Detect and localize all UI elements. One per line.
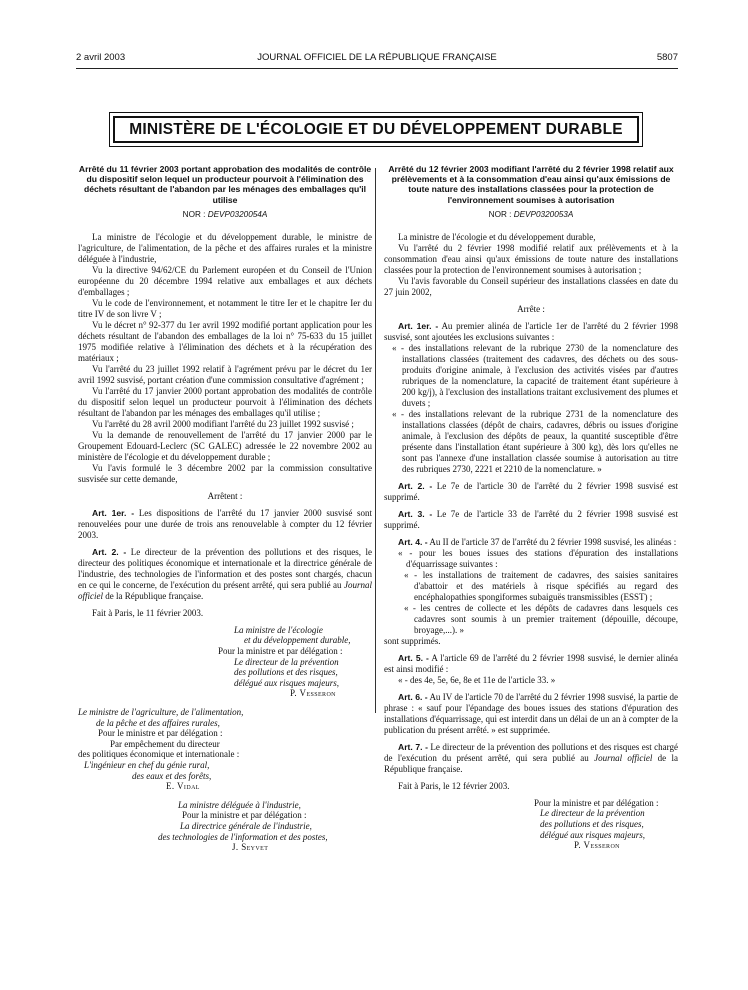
left-nor-code: DEVP0320054A xyxy=(207,209,268,219)
header-date: 2 avril 2003 xyxy=(76,52,126,63)
left-preamble-3: Vu le décret n° 92-377 du 1er avril 1992 modifié portant application pour les déchets résultant de l'abandon des emballages de la loi n° 75-633 du 15 juillet 1975 modifiée relative à l'élimination des déchets et à la récupération des matériaux ; xyxy=(78,319,372,363)
right-art4-item: « - pour les boues issues des stations d'épuration des installations d'équarrissage suivantes : xyxy=(398,547,678,569)
sig3-line-3: des technologies de l'information et des postes, xyxy=(158,831,328,842)
right-art2-label: Art. 2. - xyxy=(398,480,433,491)
left-preamble-4: Vu l'arrêté du 23 juillet 1992 relatif à l'agrément prévu par le décret du 1er avril 1992 susvisé, portant création d'une commission consultative d'agrément ; xyxy=(78,363,372,385)
right-art3-label: Art. 3. - xyxy=(398,508,433,519)
left-art2-text-italic: Journal officiel xyxy=(78,579,372,601)
page-header xyxy=(76,52,678,66)
sig2-line-4: des politiques économique et internationale : xyxy=(78,749,240,760)
left-nor-label: NOR : xyxy=(182,209,206,219)
left-nor-line xyxy=(78,209,372,220)
right-signature xyxy=(384,798,678,851)
sig3-name: J. Seyvet xyxy=(232,842,269,853)
left-article-1 xyxy=(78,508,372,541)
sig2-line-0: Le ministre de l'agriculture, de l'alimentation, xyxy=(78,706,244,717)
left-signature-1 xyxy=(78,625,372,699)
right-art5-quote: « - des 4e, 5e, 6e, 8e et 11e de l'article 33. » xyxy=(398,674,556,685)
sig3-line-2: La directrice générale de l'industrie, xyxy=(180,820,312,831)
left-preamble-7: Vu la demande de renouvellement de l'arrêté du 17 janvier 2000 par le Groupement Edouard-Leclerc (SC GALEC) adressée le 22 novembre 2002 au ministère de l'écologie et du développement durable ; xyxy=(78,429,372,462)
left-arretent: Arrêtent : xyxy=(207,490,243,501)
sig1-line-5: délégué aux risques majeurs, xyxy=(234,677,339,688)
right-article-2 xyxy=(384,481,678,503)
sig1-line-0: La ministre de l'écologie xyxy=(234,624,323,635)
right-article-5 xyxy=(384,653,678,675)
right-art2-text: Le 7e de l'article 30 de l'arrêté du 2 février 1998 susvisé est supprimé. xyxy=(384,480,679,502)
left-art1-label: Art. 1er. - xyxy=(92,507,135,518)
left-article-2 xyxy=(78,547,372,602)
right-sig-line-0: Pour la ministre et par délégation : xyxy=(534,797,659,808)
left-art2-label: Art. 2. - xyxy=(92,546,127,557)
column-divider xyxy=(375,168,376,713)
sig1-line-2: Pour la ministre et par délégation : xyxy=(218,646,343,656)
right-decree-title: Arrêté du 12 février 2003 modifiant l'arrêté du 2 février 1998 relatif aux prélèvements et à la consommation d'eau ainsi qu'aux émissions de toute nature des installations classées pour la protection de l'environnement soumises à autorisation xyxy=(388,164,674,205)
right-art7-text-italic: Journal officiel xyxy=(594,752,653,763)
right-article-4 xyxy=(384,537,678,548)
sig2-line-6: des eaux et des forêts, xyxy=(132,770,212,781)
sig1-name: P. Vesseron xyxy=(290,688,336,699)
left-preamble-8: Vu l'avis formulé le 3 décembre 2002 par la commission consultative susvisée sur cette demande, xyxy=(78,462,372,484)
sig1-line-1: et du développement durable, xyxy=(244,635,351,646)
right-article-1 xyxy=(384,321,678,343)
sig1-line-3: Le directeur de la prévention xyxy=(234,656,339,667)
sig3-line-1: Pour la ministre et par délégation : xyxy=(182,810,307,821)
sig2-name: E. Vidal xyxy=(166,781,200,792)
header-journal-title: JOURNAL OFFICIEL DE LA RÉPUBLIQUE FRANÇAISE xyxy=(257,52,497,63)
left-art1-text: Les dispositions de l'arrêté du 17 janvier 2000 susvisé sont renouvelées pour une durée de trois ans renouvelable à compter du 12 février 2003. xyxy=(78,507,373,540)
right-art4-label: Art. 4. - xyxy=(398,536,428,547)
header-page-number: 5807 xyxy=(656,52,678,63)
sig3-line-0: La ministre déléguée à l'industrie, xyxy=(178,799,301,810)
right-art6-text: Au IV de l'article 70 de l'arrêté du 2 février 1998 susvisé, la partie de phrase : « sauf pour l'épandage des boues issues des stations d'épuration des installations d'équarrissage, qui est interdit dans un délai de un an à compter de la publication du présent arrêté. » est supprimée. xyxy=(384,691,678,735)
left-decree-title: Arrêté du 11 février 2003 portant approbation des modalités de contrôle du dispositif selon lequel un producteur pourvoit à l'élimination des déchets résultant de l'abandon par les ménages des emballages qu'il utilise xyxy=(78,164,372,205)
right-nor-code: DEVP0320053A xyxy=(513,209,574,219)
right-article-7 xyxy=(384,742,678,775)
right-arrete: Arrête : xyxy=(517,303,545,314)
right-article-6 xyxy=(384,692,678,736)
right-art7-label: Art. 7. - xyxy=(398,741,428,752)
left-preamble-0: La ministre de l'écologie et du développement durable, le ministre de l'agriculture, de l'alimentation, de la pêche et des affaires rurales et la ministre déléguée à l'industrie, xyxy=(78,231,372,264)
sig2-line-3: Par empêchement du directeur xyxy=(110,738,220,749)
left-done-line: Fait à Paris, le 11 février 2003. xyxy=(92,607,204,618)
right-sig-line-2: des pollutions et des risques, xyxy=(540,819,644,829)
right-art6-label: Art. 6. - xyxy=(398,691,428,702)
right-done-line: Fait à Paris, le 12 février 2003. xyxy=(398,780,510,791)
left-column xyxy=(78,164,372,853)
right-nor-label: NOR : xyxy=(488,209,512,219)
left-preamble-5: Vu l'arrêté du 17 janvier 2000 portant approbation des modalités de contrôle du dispositif selon lequel un producteur pourvoit à l'élimination des déchets résultant de l'abandon par les ménages des emballages qu'il utilise ; xyxy=(78,385,372,418)
left-art2-text-a: Le directeur de la prévention des pollutions et des risques, le directeur des politiques économique et internationale et la directrice générale de l'industrie, des technologies de l'information et des postes sont chargés, chacun en ce qui le concerne, de l'exécution du présent arrêté, qui sera publié au xyxy=(78,546,373,590)
right-art5-label: Art. 5. - xyxy=(398,652,429,663)
right-preamble-1: Vu l'arrêté du 2 février 1998 modifié relatif aux prélèvements et à la consommation d'eau ainsi qu'aux émissions de toute nature des installations classées pour la protection de l'environnement soumises à autorisation ; xyxy=(384,242,678,275)
right-art7-text-a: Le directeur de la prévention des pollutions et des risques est chargé de l'exécution du présent arrêté, qui sera publié au xyxy=(384,741,678,763)
right-sig-name: P. Vesseron xyxy=(574,840,620,851)
right-preamble-0: La ministre de l'écologie et du développement durable, xyxy=(398,231,596,242)
header-rule xyxy=(76,68,678,69)
right-art1-item-1: « - des installations relevant de la rubrique 2731 de la nomenclature des installations classées (dépôt de chairs, cadavres, débris ou issues d'origine animale, à l'exclusion des dépôts de peaux, la quantité susceptible d'être présente dans l'installation étant supérieure à 300 kg), dès lors qu'elles ne sont pas l'annexe d'une installation classée soumise à autorisation au titre des rubriques 2730, 2221 et 2210 de la nomenclature. » xyxy=(392,408,678,474)
right-art1-text: Au premier alinéa de l'article 1er de l'arrêté du 2 février 1998 susvisé, sont ajoutées les exclusions suivantes : xyxy=(384,320,678,342)
left-preamble-2: Vu le code de l'environnement, et notamment le titre Ier et le chapitre Ier du titre IV de son livre V ; xyxy=(78,297,372,319)
right-article-3 xyxy=(384,509,678,531)
sig1-line-4: des pollutions et des risques, xyxy=(234,667,338,678)
left-signature-3 xyxy=(78,800,372,853)
ministry-heading: MINISTÈRE DE L'ÉCOLOGIE ET DU DÉVELOPPEMENT DURABLE xyxy=(113,116,639,143)
left-preamble-6: Vu l'arrêté du 28 avril 2000 modifiant l'arrêté du 23 juillet 1992 susvisé ; xyxy=(92,418,354,429)
right-art4-sub-1: « - les centres de collecte et les dépôts de cadavres dans lesquels ces cadavres sont soumis à un premier traitement (dépouille, découpe, broyage,...). » xyxy=(404,602,678,635)
right-sig-line-1: Le directeur de la prévention xyxy=(540,808,645,819)
right-art4-text: Au II de l'article 37 de l'arrêté du 2 février 1998 susvisé, les alinéas : xyxy=(429,536,677,547)
sig2-line-1: de la pêche et des affaires rurales, xyxy=(96,717,220,728)
right-nor-line xyxy=(384,209,678,220)
right-column xyxy=(384,164,678,851)
right-art4-end: sont supprimés. xyxy=(384,635,441,646)
sig2-line-2: Pour le ministre et par délégation : xyxy=(98,728,223,739)
right-art5-text: A l'article 69 de l'arrêté du 2 février 1998 susvisé, le dernier alinéa est ainsi modifié : xyxy=(384,652,678,674)
right-art7-text-b: de la République française. xyxy=(384,752,678,774)
right-art3-text: Le 7e de l'article 33 de l'arrêté du 2 février 1998 susvisé est supprimé. xyxy=(384,508,679,530)
left-art2-text-b: de la République française. xyxy=(103,590,204,601)
right-art4-sub-0: « - les installations de traitement de cadavres, des saisies sanitaires d'abattoir et des matériels à risque spécifiés au regard des encéphalopathies spongiformes subaiguës transmissibles (ESST) ; xyxy=(404,569,678,602)
sig2-line-5: L'ingénieur en chef du génie rural, xyxy=(84,759,210,770)
right-sig-line-3: délégué aux risques majeurs, xyxy=(540,829,645,840)
right-art1-label: Art. 1er. - xyxy=(398,320,439,331)
right-art1-item-0: « - des installations relevant de la rubrique 2730 de la nomenclature des installations classées (traitement des cadavres, des déchets ou des sous-produits d'origine animale, à l'exclusion des activités visées par d'autres rubriques de la nomenclature, la capacité de traitement étant supérieure à 200 kg/j), à l'exclusion des installations traitant exclusivement des plumes et duvets ; xyxy=(392,342,678,408)
left-preamble-1: Vu la directive 94/62/CE du Parlement européen et du Conseil de l'Union européenne du 20 décembre 1994 relative aux emballages et aux déchets d'emballages ; xyxy=(78,264,372,297)
left-signature-2 xyxy=(78,707,372,792)
right-preamble-2: Vu l'avis favorable du Conseil supérieur des installations classées en date du 27 juin 2002, xyxy=(384,275,678,297)
